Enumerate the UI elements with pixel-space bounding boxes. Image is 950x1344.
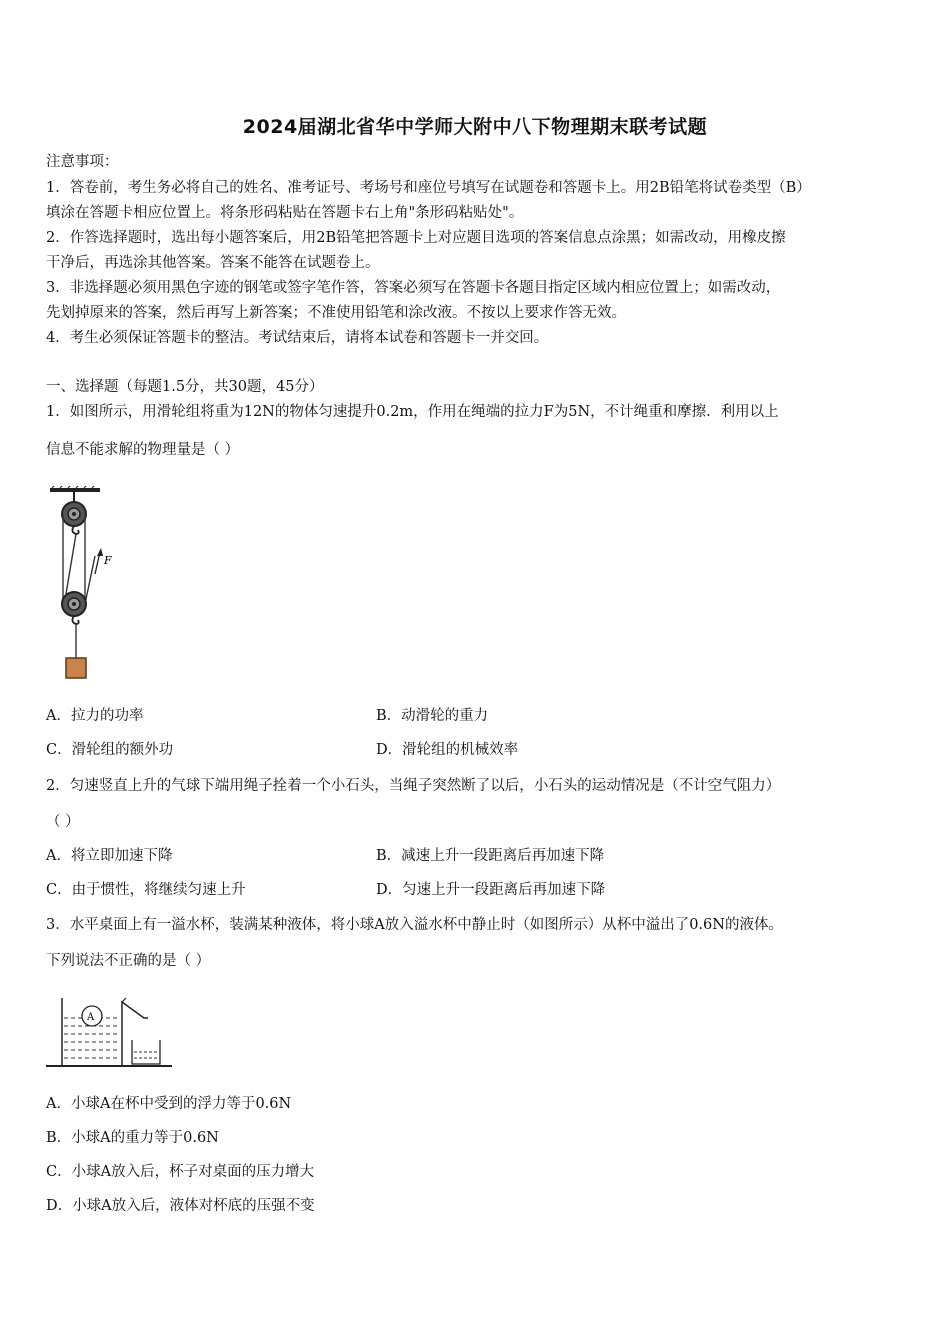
q2-option-d[interactable]: D．匀速上升一段距离后再加速下降 — [376, 882, 606, 898]
overflow-cup-figure — [44, 994, 174, 1070]
q1-option-b[interactable]: B．动滑轮的重力 — [376, 708, 489, 724]
notice-item-1-line-1: 1．答卷前，考生务必将自己的姓名、准考证号、考场号和座位号填写在试题卷和答题卡上。用2B铅笔将试卷类型（B） — [46, 180, 811, 196]
notice-item-2-line-2: 干净后，再选涂其他答案。答案不能答在试题卷上。 — [46, 255, 380, 271]
question-2-stem-line-1: 2．匀速竖直上升的气球下端用绳子拴着一个小石头，当绳子突然断了以后，小石头的运动情况是（不计空气阻力） — [46, 778, 781, 794]
page-title: 2024届湖北省华中学师大附中八下物理期末联考试题 — [242, 116, 708, 138]
q2-option-a[interactable]: A．将立即加速下降 — [46, 848, 173, 864]
ceiling-beam — [50, 488, 100, 492]
notice-item-1-line-2: 填涂在答题卡相应位置上。将条形码粘贴在答题卡右上角"条形码粘贴处"。 — [46, 205, 524, 221]
weight-block — [66, 658, 86, 678]
q1-option-a[interactable]: A．拉力的功率 — [46, 708, 144, 724]
question-3-stem-line-1: 3．水平桌面上有一溢水杯，装满某种液体，将小球A放入溢水杯中静止时（如图所示）从杯中溢出了0.6N的液体。 — [46, 917, 783, 933]
q1-option-c[interactable]: C．滑轮组的额外功 — [46, 742, 174, 758]
notice-item-4: 4．考生必须保证答题卡的整洁。考试结束后，请将本试卷和答题卡一并交回。 — [46, 330, 549, 346]
notice-item-2-line-1: 2．作答选择题时，选出每小题答案后，用2B铅笔把答题卡上对应题目选项的答案信息点涂黑；如需改动，用橡皮擦 — [46, 230, 786, 246]
q2-option-b[interactable]: B．减速上升一段距离后再加速下降 — [376, 848, 605, 864]
question-1-stem-line-2: 信息不能求解的物理量是（ ） — [46, 442, 240, 458]
rope-free-end — [85, 556, 95, 604]
q3-option-b[interactable]: B．小球A的重力等于0.6N — [46, 1130, 219, 1146]
ceiling-hatch — [52, 486, 96, 488]
notice-heading: 注意事项： — [46, 154, 119, 170]
ball-label: A — [87, 1012, 95, 1023]
pulley-figure — [46, 486, 126, 682]
q3-option-a[interactable]: A．小球A在杯中受到的浮力等于0.6N — [46, 1096, 292, 1112]
notice-item-3-line-1: 3．非选择题必须用黑色字迹的钢笔或签字笔作答，答案必须写在答题卡各题目指定区域内相应位置上；如需改动， — [46, 280, 781, 296]
question-1-stem-line-1: 1．如图所示，用滑轮组将重为12N的物体匀速提升0.2m，作用在绳端的拉力F为5N，不计绳重和摩擦．利用以上 — [46, 404, 779, 420]
rope — [66, 534, 76, 594]
section-heading: 一、选择题（每题1.5分，共30题，45分） — [46, 379, 324, 395]
q3-option-d[interactable]: D．小球A放入后，液体对杯底的压强不变 — [46, 1198, 315, 1214]
force-label: F — [104, 554, 112, 567]
spout — [122, 1002, 148, 1018]
q3-option-c[interactable]: C．小球A放入后，杯子对桌面的压力增大 — [46, 1164, 315, 1180]
notice-item-3-line-2: 先划掉原来的答案，然后再写上新答案；不准使用铅笔和涂改液。不按以上要求作答无效。 — [46, 305, 626, 321]
question-2-stem-line-2: （ ） — [46, 814, 80, 830]
question-3-stem-line-2: 下列说法不正确的是（ ） — [46, 953, 211, 969]
q1-option-d[interactable]: D．滑轮组的机械效率 — [376, 742, 519, 758]
q2-option-c[interactable]: C．由于惯性，将继续匀速上升 — [46, 882, 246, 898]
